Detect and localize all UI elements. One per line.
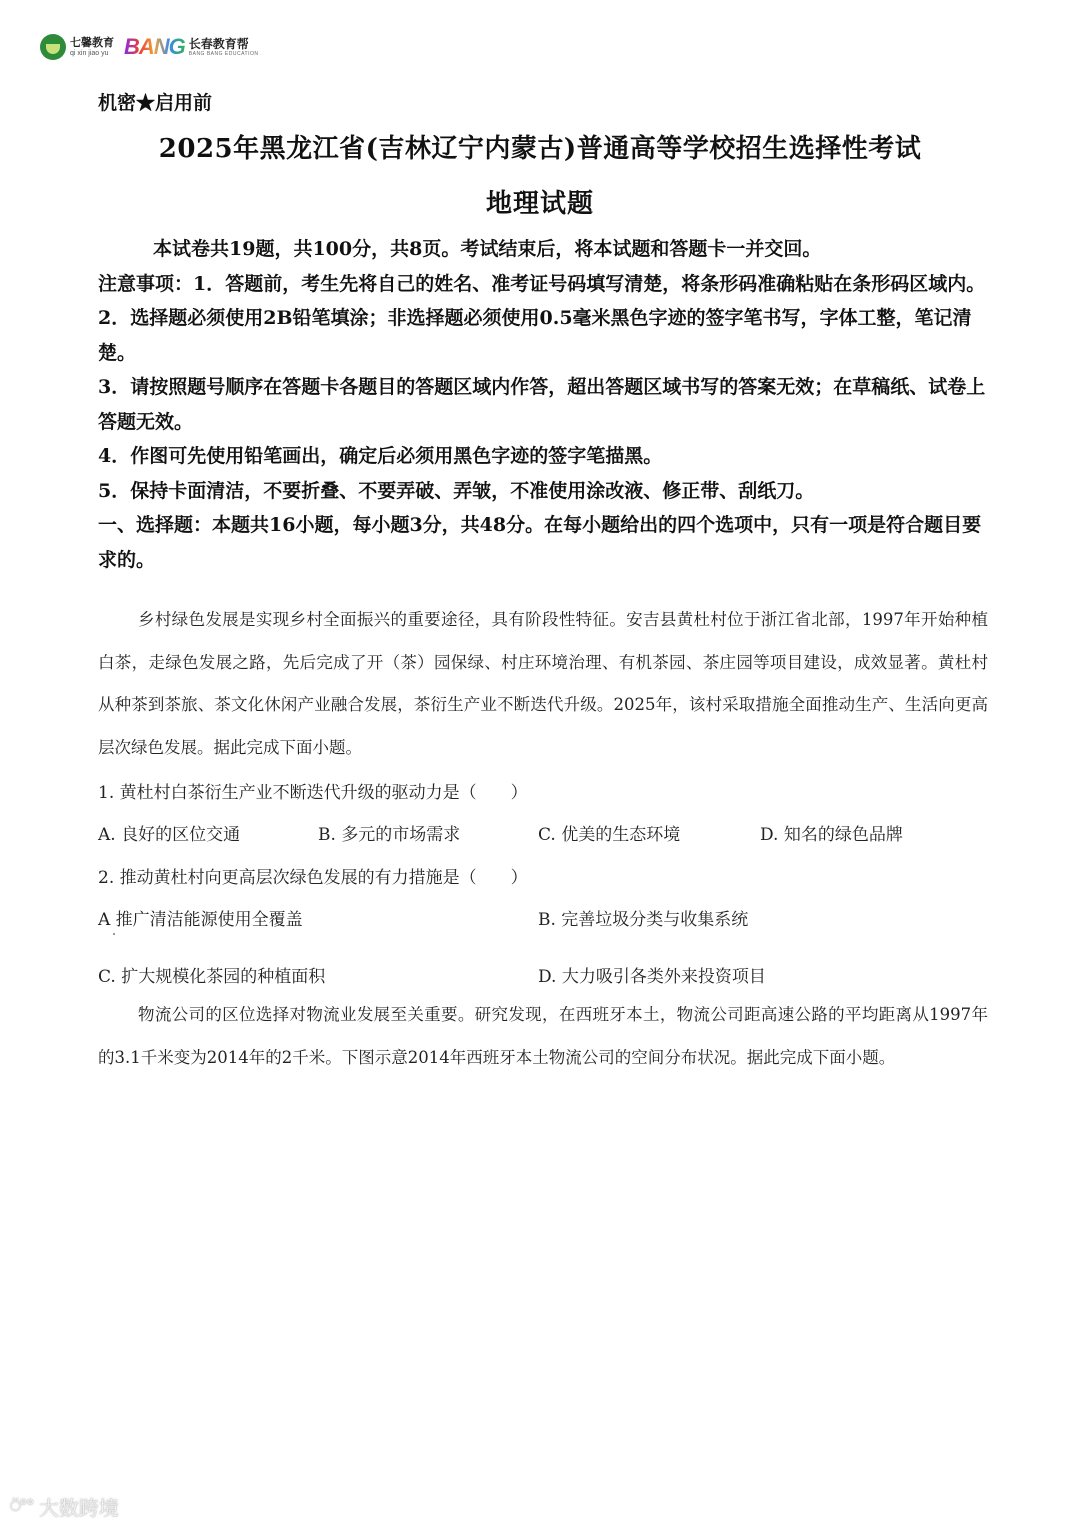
logo2-cn: 长春教育帮 [188,36,249,51]
qixin-education-logo [40,34,114,60]
bang-logo-mark: BANG [124,34,185,59]
exam-subject: 地理试题 [485,189,594,219]
q2-option-c[interactable]: C. 扩大规模化茶园的种植面积 [98,967,326,987]
exam-title: 2025年黑龙江省(吉林辽宁内蒙古)普通高等学校招生选择性考试 [158,134,922,164]
q2-option-a[interactable]: A 推广清洁能源使用全覆盖 [98,910,303,930]
classification-label: 机密★启用前 [98,92,213,114]
logo1-cn: 七馨教育 [70,36,114,49]
logo1-en: qi xin jiao yu [70,50,109,57]
q2-option-d[interactable]: D. 大力吸引各类外来投资项目 [538,967,766,987]
q1-option-d[interactable]: D. 知名的绿色品牌 [760,825,903,845]
bang-education-logo [124,34,258,60]
header-logos [40,30,258,64]
q1-option-b[interactable]: B. 多元的市场需求 [318,825,461,845]
note-2: 2．选择题必须使用2B铅笔填涂；非选择题必须使用0.5毫米黑色字迹的签字笔书写，字体工整，笔记清楚。 [98,307,972,364]
passage-1-text: 乡村绿色发展是实现乡村全面振兴的重要途径，具有阶段性特征。安吉县黄杜村位于浙江省北部，1997年开始种植白茶，走绿色发展之路，先后完成了开（茶）园保绿、村庄环境治理、有机茶园、茶庄园等项目建设，成效显著。黄杜村从种茶到茶旅、茶文化休闲产业融合发展，茶衍生产业不断迭代升级。2025年，该村采取措施全面推动生产、生活向更高层次绿色发展。据此完成下面小题。 [98,610,988,757]
q1-option-a[interactable]: A. 良好的区位交通 [98,825,241,845]
note-5: 5．保持卡面清洁，不要折叠、不要弄破、弄皱，不准使用涂改液、修正带、刮纸刀。 [98,479,815,502]
watermark [10,1492,119,1521]
note-3: 3．请按照题号顺序在答题卡各题目的答题区域内作答，超出答题区域书写的答案无效；在草稿纸、试卷上答题无效。 [98,376,986,433]
question-1-stem: 1. 黄杜村白茶衍生产业不断迭代升级的驱动力是（ ） [98,783,528,803]
logo2-en: BANG BANG EDUCATION [188,50,259,57]
stray-mark [113,933,115,935]
passage-2 [98,994,988,1079]
q2-option-b[interactable]: B. 完善垃圾分类与收集系统 [538,910,749,930]
question-2-stem: 2. 推动黄杜村向更高层次绿色发展的有力措施是（ ） [98,868,528,888]
passage-1 [98,599,988,769]
watermark-text: 大数跨境 [38,1496,119,1520]
q1-option-c[interactable]: C. 优美的生态环境 [538,825,681,845]
exam-instructions [98,232,988,577]
passage-2-text: 物流公司的区位选择对物流业发展至关重要。研究发现，在西班牙本土，物流公司距高速公路的平均距离从1997年的3.1千米变为2014年的2千米。下图示意2014年西班牙本土物流公司的空间分布状况。据此完成下面小题。 [98,1005,988,1067]
leaf-logo-icon [40,34,66,60]
section-heading: 一、选择题：本题共16小题，每小题3分，共48分。在每小题给出的四个选项中，只有一项是符合题目要求的。 [98,514,982,571]
watermark-logo-icon: ⍥°° [10,1496,33,1517]
intro-text: 本试卷共19题，共100分，共8页。考试结束后，将本试题和答题卡一并交回。 [153,238,822,260]
note-4: 4．作图可先使用铅笔画出，确定后必须用黑色字迹的签字笔描黑。 [98,445,663,467]
note-1: 注意事项：1．答题前，考生先将自己的姓名、准考证号码填写清楚，将条形码准确粘贴在条形码区域内。 [98,272,986,295]
